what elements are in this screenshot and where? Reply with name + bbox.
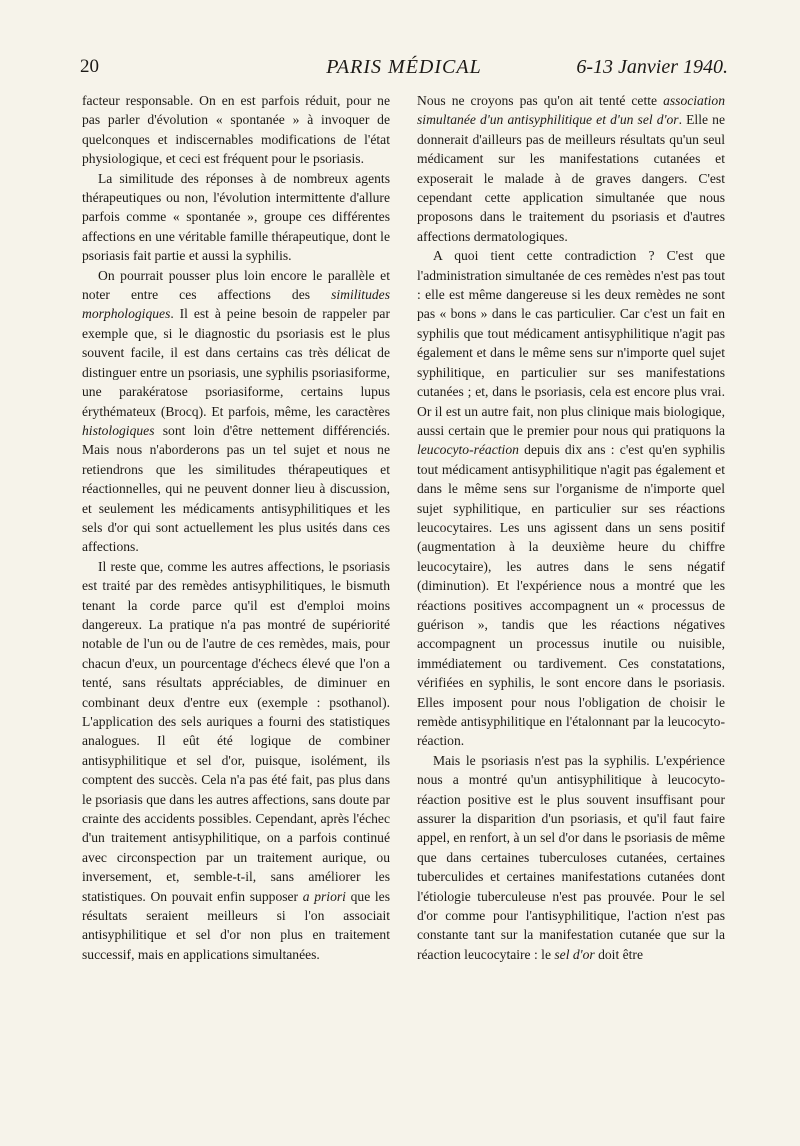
paragraph: facteur responsable. On en est parfois réduit, pour ne pas parler d'évolution « spontanée » à invoquer de quelconques et indiscernables modifications de l'état physiologique, et ceci est fréquent pour le psoriasis.: [82, 93, 390, 167]
journal-title: PARIS MÉDICAL: [326, 56, 482, 78]
text-run: . Il est à peine besoin de rappeler par exemple que, si le diagnostic du psoriasis est le plus souvent facile, il est dans certains cas très délicat de distinguer entre un psoriasis, une syphilis psoriasiforme, une parakératose psoriasiforme, certains lupus érythémateux (Brocq). Et parfois, même, les caractères: [82, 306, 390, 419]
paragraph: La similitude des réponses à de nombreux agents thérapeutiques ou non, l'évolution intermittente d'allure parfois comme « spontanée », groupe ces différentes affections en une véritable famille thérapeutique, dont le psoriasis fait partie et aussi la syphilis.: [82, 170, 390, 264]
text-run: Il reste que, comme les autres affections, le psoriasis est traité par des remèdes antisyphilitiques, le bismuth tenant la corde parce qu'il est d'emploi moins dangereux. La pratique n'a pas montré de supériorité notable de l'un ou de l'autre de ces remèdes, mais, pour chacun d'eux, un pourcentage d'échecs élevé que l'on a tenté, sans résultats appréciables, de diminuer en combinant deux d'entre eux (exemple : psothanol). L'application des sels auriques a fourni des statistiques analogues. Il eût été logique de combiner antisyphilitique et sel d'or, puisque, isolément, ils comptent des succès. Cela n'a pas été fait, pas plus dans le psoriasis que dans les autres affections, sans doute par crainte des accidents possibles. Cependant, après l'échec d'un traitement antisyphilitique, on a parfois continué avec circonspection par un traitement aurique, ou inversement, et, semble-t-il, sans améliorer les statistiques. On pouvait enfin supposer: [82, 558, 390, 904]
emphasis: leucocyto-réaction: [417, 442, 519, 458]
text-run: A quoi tient cette contradiction ? C'est que l'administration simultanée de ces remèdes n'est pas tout : elle est même dangereuse si les deux remèdes ne sont pas « bons » dans le cas particulier. Car c'est un fait en syphilis que tout médicament antisyphilitique n'agit pas également et dans le même sens sur n'importe quel sujet syphilitique, en particulier sur ses manifestations cutanées ; et, dans le psoriasis, cela est encore plus vrai. Or il est un autre fait, non plus clinique mais biologique, aussi certain que le premier pour nous qui pratiquons la: [417, 248, 725, 438]
text-run: . Elle ne donnerait d'ailleurs pas de meilleurs résultats qu'un seul médicament sur les manifestations cutanées et exposerait le malade à de graves dangers. C'est cependant cette application simultanée que nous proposons dans le traitement du psoriasis et d'autres affections dermatologiques.: [417, 112, 725, 244]
emphasis: association simultanée d'un antisyphilitique et d'un sel d'or: [417, 93, 725, 128]
paragraph: [82, 557, 390, 965]
paragraph: [417, 751, 725, 964]
issue-date: 6-13 Janvier 1940.: [576, 56, 728, 78]
emphasis: similitudes morphologiques: [82, 287, 390, 322]
paragraph: [82, 266, 390, 557]
text-run: Nous ne croyons pas qu'on ait tenté cette: [417, 93, 664, 108]
text-run: depuis dix ans : c'est qu'en syphilis tout médicament antisyphilitique n'agit pas également et dans le même sens sur l'organisme de n'importe quel sujet syphilitique, en particulier sur ses réactions leucocytaires. Les uns agissent dans un sens positif (augmentation à la deuxième heure du chiffre leucocytaire), les autres dans le sens négatif (diminution). Et l'expérience nous a montré que les réactions positives accompagnent un « processus de guérison », tandis que les réactions négatives accompagnent un processus inutile ou nuisible, immédiatement ou tardivement. Ces constatations, vérifiées en syphilis, le sont encore dans le psoriasis. Elles imposent pour nous l'obligation de choisir le remède antisyphilitique en l'étalonnant par la leucocyto-réaction.: [417, 442, 725, 749]
text-run: On pourrait pousser plus loin encore le parallèle et noter entre ces affections des: [82, 267, 390, 303]
right-column: [417, 91, 725, 964]
paragraph: [417, 91, 725, 246]
emphasis: histologiques: [82, 422, 155, 438]
running-header: [80, 56, 728, 88]
page-number: 20: [80, 56, 99, 77]
text-run: sont loin d'être nettement différenciés. Mais nous n'aborderons pas un tel sujet et nous ne retiendrons que les similitudes thérapeutiques et réactionnelles, qui ne peuvent donner lieu à discussion, et seulement les médicaments antisyphilitiques et les sels d'or qui sont actuellement les plus usités dans ces affections.: [82, 422, 390, 555]
left-column: [82, 91, 390, 964]
text-run: Mais le psoriasis n'est pas la syphilis. L'expérience nous a montré qu'un antisyphilitique à leucocyto-réaction positive est le plus souvent insuffisant pour assurer la disparition d'un psoriasis, et qu'il faut faire appel, en renfort, à un sel d'or dans le psoriasis de même que dans certaines tuberculoses cutanées, certaines tuberculides et certaines manifestations cutanées dont l'étiologie tuberculeuse n'est pas prouvée. Pour le sel d'or comme pour l'antisyphilitique, l'action n'est pas constante tant sur la manifestation cutanée que sur la réaction leucocytaire : le: [417, 752, 725, 962]
text-run: que les résultats seraient meilleurs si l'on associait antisyphilitique et sel d'or non plus en traitement successif, mais en applications simultanées.: [82, 888, 390, 962]
emphasis: a priori: [302, 888, 346, 904]
paragraph: [417, 246, 725, 751]
emphasis: sel d'or: [554, 946, 595, 962]
text-run: doit être: [594, 946, 643, 962]
